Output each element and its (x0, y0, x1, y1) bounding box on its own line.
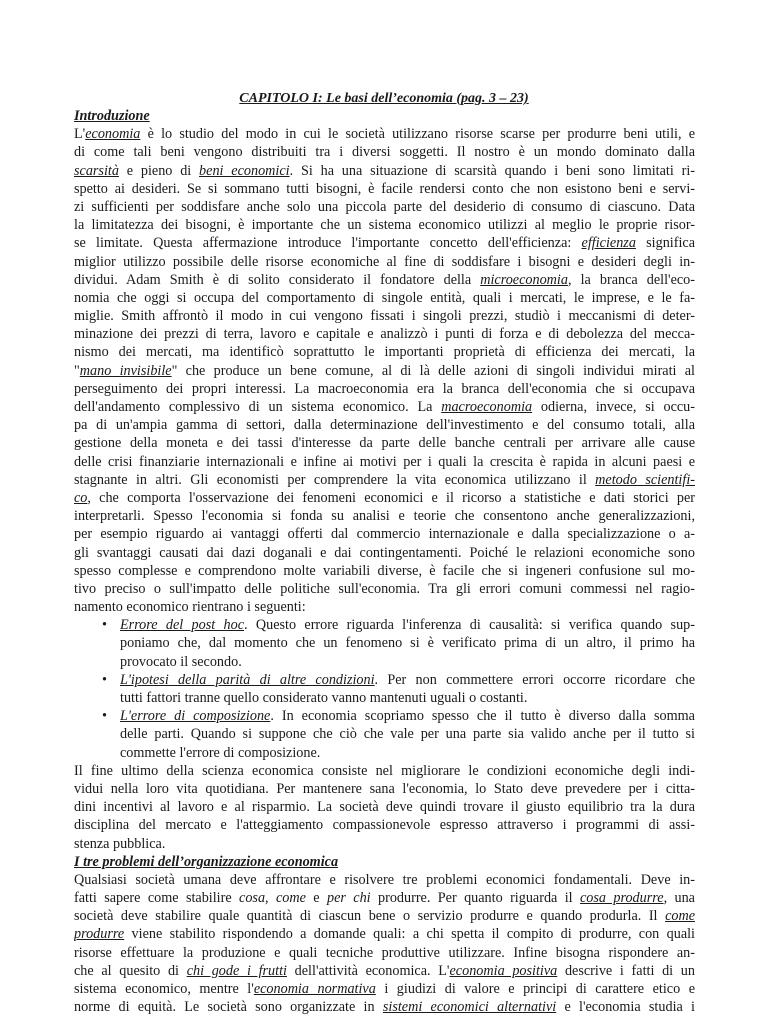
text-line: spesso complesse e comprendono molte variabili diverse, è facile che si ingeneri confusione sul mo- (74, 562, 695, 579)
text-line: società deve stabilire quale quantità di ciascun bene o servizio produrre e quando produrla. Il come (74, 908, 695, 925)
text-line: L'ipotesi della parità di altre condizioni. Per non commettere errori occorre ricordare che (120, 671, 695, 688)
term-efficienza: efficienza (581, 235, 636, 252)
bullet-icon: • (102, 617, 107, 634)
text-line: stenza pubblica. (74, 835, 166, 852)
text-line: gestione della moneta e dei tassi d'interesse da parte delle banche centrali per arrivare alle cause (74, 435, 695, 452)
text-line: la limitatezza dei bisogni, è importante che un sistema economico utilizzi al meglio le proprie risor- (74, 217, 695, 234)
term-metodo-scientifico: metodo scientifi- (595, 471, 695, 488)
text-line: minazione dei prezzi di terra, lavoro e capitale e analizzò i punti di forza e di debolezza del mecca- (74, 326, 695, 343)
text-line: scarsità e pieno di beni economici. Si ha una situazione di scarsità quando i beni sono limitati ri- (74, 162, 695, 179)
text-line: Qualsiasi società umana deve affrontare e risolvere tre problemi economici fondamentali. Deve in- (74, 871, 695, 888)
text-line: miglie. Smith affrontò il modo in cui vengono fissati i singoli prezzi, studiò i meccanismi di deter- (74, 308, 695, 325)
text-line: L'economia è lo studio del modo in cui le società utilizzano risorse scarse per produrre beni utili, e (74, 126, 695, 143)
list-item (74, 707, 695, 762)
text-line: produrre viene stabilito rispondendo a domande quali: a chi spetta il compito di produrre, con quali (74, 926, 695, 943)
term-economia-normativa: economia normativa (253, 981, 376, 997)
term-macroeconomia: macroeconomia (441, 399, 533, 415)
text-line: stagnante in altri. Gli economisti per comprendere la vita economica utilizzano il metodo scientifi- (74, 471, 695, 488)
text-line: dividui. Adam Smith è di solito considerato il fondatore della microeconomia, la branca dell'eco- (74, 271, 695, 288)
text-line: vidui nella loro vita quotidiana. Per mantenere sana l'economia, lo Stato deve prevedere per i citta- (74, 780, 695, 797)
text-line: interpretarli. Spesso l'economia si fonda su analisi e teorie che consentono anche generalizzazioni, (74, 508, 695, 525)
text-line: poniamo che, dal momento che un fenomeno si è verificato prima di un altro, il primo ha (120, 635, 695, 652)
text-line: disciplina del mercato e l'atteggiamento compassionevole espresso attraverso i programmi di assi- (74, 817, 695, 834)
text-line: risorse effettuare la produzione e quali tecniche produttive utilizzare. Infine bisogna rispondere an- (74, 944, 695, 961)
paragraph-introduzione (74, 125, 695, 616)
term-mano-invisibile: mano invisibile (79, 362, 172, 379)
text-line: provocato il secondo. (120, 653, 242, 670)
text-line: che al quesito di chi gode i frutti dell'attività economica. L'economia positiva descrive i fatti di un (74, 962, 695, 979)
section-heading-introduzione: Introduzione (74, 108, 150, 124)
text-line: dell'andamento complessivo di un sistema economico. La macroeconomia odierna, invece, si occu- (74, 399, 695, 415)
term-post-hoc: Errore del post hoc (120, 617, 245, 634)
text-line: Errore del post hoc. Questo errore riguarda l'inferenza di causalità: si verifica quando sup- (120, 617, 695, 634)
term-scarsita: scarsità (74, 162, 119, 179)
list-item (74, 616, 695, 671)
text-line: namento economico rientrano i seguenti: (74, 599, 306, 616)
text-line: delle parti. Quando si suppone che ciò che vale per una parte sia valido anche per il tutto si (120, 726, 695, 743)
text-line: sistema economico, mentre l'economia normativa i giudizi di valore e principi di carattere etico e (74, 981, 695, 997)
chapter-title: CAPITOLO I: Le basi dell’economia (pag. 3 – 23) (239, 91, 529, 106)
document-body (74, 107, 695, 1016)
paragraph-fine-ultimo (74, 762, 695, 853)
bullet-icon: • (102, 671, 107, 688)
text-line: dini incentivi al lavoro e al risparmio. La società deve quindi trovare il giusto equilibrio tra la dura (74, 799, 695, 816)
term-come-produrre: come (665, 908, 695, 925)
term-economia: economia (85, 126, 141, 143)
text-line: nismo dei mercati, ma identificò soprattutto le importanti proprietà di efficienza dei mercati, la (74, 344, 695, 361)
text-line: tivo preciso o sull'impatto delle politiche sull'economia. Tra gli errori comuni commessi nel ragio- (74, 580, 695, 597)
bullet-list-errori (74, 616, 695, 762)
text-line: norme di equità. Le società sono organizzate in sistemi economici alternativi e l'economia studia i (74, 999, 695, 1016)
text-line: delle crisi finanziarie internazionali e infine ai motivi per i quali la crescita è rapida in alcuni paesi e (74, 453, 695, 470)
paragraph-tre-problemi (74, 871, 695, 1017)
term-metodo-scientifico-cont: co (74, 489, 88, 506)
text-line: commette l'errore di composizione. (120, 744, 321, 761)
text-line: perseguimento dei propri interessi. La macroeconomia era la branca dell'economia che si occupava (74, 380, 695, 397)
term-sistemi-economici: sistemi economici alternativi (382, 999, 557, 1016)
text-line: Il fine ultimo della scienza economica consiste nel migliorare le condizioni economiche degli indi- (74, 762, 695, 779)
list-item (74, 671, 695, 707)
term-beni-economici: beni economici (199, 162, 290, 179)
text-line: tutti fattori tranne quello considerato vanno mantenuti uguali o costanti. (120, 690, 528, 706)
text-line: pa di un'ampia gamma di settori, dalla determinazione dell'investimento e del consumo totali, alla (74, 417, 695, 434)
term-cosa-produrre: cosa produrre (579, 890, 664, 907)
text-line: zi sufficienti per soddisfare anche solo una piccola parte del desiderio di consumo di ciascuno. Data (74, 198, 695, 215)
term-errore-composizione: L'errore di composizione (120, 708, 271, 725)
text-line: per esempio riguardo ai vantaggi offerti dal commercio internazionale e dalla specializzazione o a- (74, 526, 695, 543)
term-microeconomia: microeconomia (480, 271, 568, 288)
text-line: gli svantaggi causati dai dazi doganali e dai contingentamenti. Poiché le relazioni economiche sono (74, 544, 695, 561)
text-line: di come tali beni vengono distribuiti tra i diversi soggetti. Il nostro è un mondo dominato dalla (74, 144, 695, 161)
text-line: spetto ai desideri. Se si sommano tutti bisogni, è facile rendersi conto che non esistono beni e servi- (74, 180, 695, 197)
section-heading-tre-problemi: I tre problemi dell’organizzazione economica (74, 853, 339, 870)
text-line: miglior utilizzo possibile delle risorse economiche al fine di soddisfare i bisogni e desideri degli in- (74, 253, 695, 270)
term-chi-gode-i-frutti: chi gode i frutti (186, 962, 287, 979)
term-parita-condizioni: L'ipotesi della parità di altre condizioni (120, 671, 375, 688)
text-line: fatti sapere come stabilire cosa, come e per chi produrre. Per quanto riguarda il cosa produrre, una (74, 890, 695, 907)
text-line: "mano invisibile" che produce un bene comune, al di là delle azioni di singoli individui mirati al (74, 362, 695, 379)
text-line: co, che comporta l'osservazione dei fenomeni economici e il ricorso a statistiche e dati storici per (74, 489, 695, 506)
text-line: se limitate. Questa affermazione introduce l'importante concetto dell'efficienza: efficienza significa (74, 235, 695, 252)
term-come-produrre-cont: produrre (74, 926, 125, 943)
text-line: L'errore di composizione. In economia scopriamo spesso che il tutto è diverso dalla somma (120, 708, 695, 725)
term-economia-positiva: economia positiva (449, 962, 558, 979)
text-line: nomia che oggi si occupa del comportamento di singole entità, quali i mercati, le imprese, e le fa- (74, 289, 695, 306)
bullet-icon: • (102, 708, 107, 725)
